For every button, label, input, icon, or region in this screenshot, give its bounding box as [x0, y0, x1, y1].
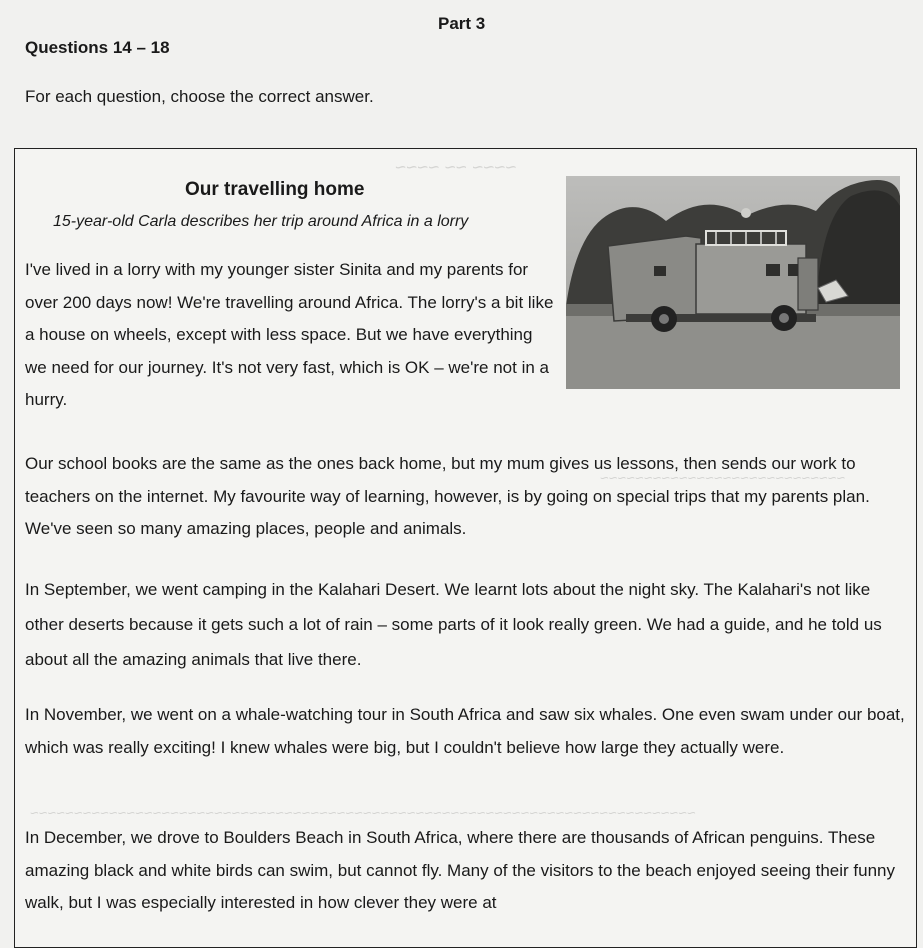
article-paragraph: Our school books are the same as the ones back home, but my mum gives us lessons, then sends our work to teachers on the internet. My favourite way of learning, however, is by going on special trips that my parents plan. We've seen so many amazing places, people and animals.	[25, 454, 870, 538]
article-title: Our travelling home	[185, 179, 365, 200]
article-paragraph: In November, we went on a whale-watching tour in South Africa and saw six whales. One even swam under our boat, which was really exciting! I knew whales were big, but I couldn't believe how large they actually were.	[25, 705, 905, 757]
lorry-photo-icon	[566, 176, 900, 389]
article-paragraph: In September, we went camping in the Kalahari Desert. We learnt lots about the night sky. The Kalahari's not like other deserts because it gets such a lot of rain – some parts of it look really green. We had a guide, and he told us about all the amazing animals that live there.	[25, 580, 882, 669]
part-title: Part 3	[438, 14, 486, 33]
show-through-decoration: ~~~~~~~~~~~~~~~~~~~~~~~~~~~~~~~~~~~~~~~~~~~~~~~~~~~~~~~~~~~~~~~~~~~~~~~~~~~~	[30, 805, 696, 822]
article-paragraph: I've lived in a lorry with my younger sister Sinita and my parents for over 200 days now! We're travelling around Africa. The lorry's a bit like a house on wheels, except with less space. But we have everything we need for our journey. It's not very fast, which is OK – we're not in a hurry.	[25, 260, 554, 409]
instructions: For each question, choose the correct answer.	[25, 87, 374, 106]
show-through-decoration: ~~~~ ~~ ~~~~	[395, 158, 517, 179]
show-through-decoration: ~~~~~~~~~~~~~~~~~~~~~~~~~~~~	[600, 470, 846, 487]
questions-heading: Questions 14 – 18	[25, 38, 170, 57]
article-subtitle: 15-year-old Carla describes her trip around Africa in a lorry	[53, 213, 469, 230]
article-paragraph: In December, we drove to Boulders Beach in South Africa, where there are thousands of African penguins. These amazing black and white birds can swim, but cannot fly. Many of the visitors to the beach enjoyed seeing their funny walk, but I was especially interested in how clever they were at	[25, 828, 895, 912]
